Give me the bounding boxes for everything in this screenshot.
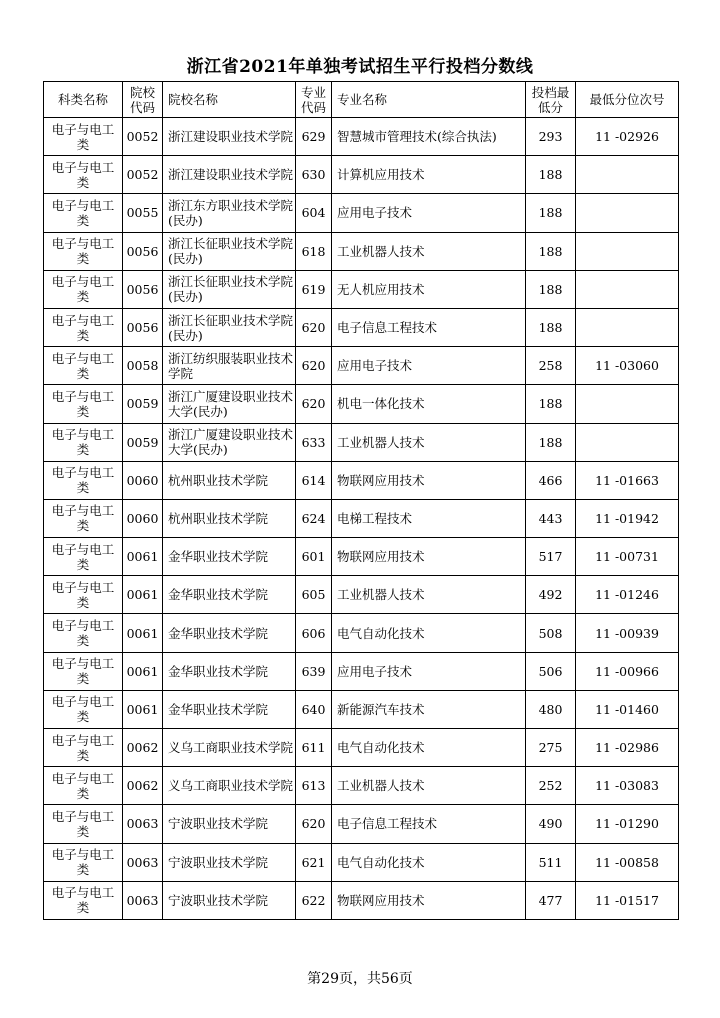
cell-min-score: 477 [526, 881, 576, 919]
cell-school-name: 杭州职业技术学院 [163, 499, 296, 537]
cell-major-code: 640 [296, 690, 332, 728]
cell-min-rank: 11 -01460 [576, 690, 679, 728]
cell-min-rank: 11 -01246 [576, 576, 679, 614]
cell-major-name: 电子信息工程技术 [332, 805, 526, 843]
table-row [44, 194, 679, 232]
cell-category: 电子与电工类 [44, 156, 123, 194]
cell-school-name: 浙江广厦建设职业技术大学(民办) [163, 423, 296, 461]
table-row [44, 308, 679, 346]
cell-category: 电子与电工类 [44, 118, 123, 156]
cell-min-rank [576, 423, 679, 461]
cell-school-name: 浙江长征职业技术学院(民办) [163, 232, 296, 270]
table-row [44, 347, 679, 385]
cell-school-code: 0056 [123, 308, 163, 346]
table-row [44, 270, 679, 308]
header-school-name: 院校名称 [163, 82, 296, 118]
cell-category: 电子与电工类 [44, 843, 123, 881]
cell-major-code: 620 [296, 347, 332, 385]
cell-major-name: 智慧城市管理技术(综合执法) [332, 118, 526, 156]
cell-school-name: 宁波职业技术学院 [163, 881, 296, 919]
cell-major-code: 619 [296, 270, 332, 308]
score-table [43, 81, 679, 920]
cell-min-rank [576, 156, 679, 194]
cell-major-code: 630 [296, 156, 332, 194]
cell-major-code: 604 [296, 194, 332, 232]
cell-major-name: 应用电子技术 [332, 652, 526, 690]
table-header-row [44, 82, 679, 118]
cell-min-rank [576, 308, 679, 346]
table-row [44, 690, 679, 728]
cell-min-rank [576, 194, 679, 232]
cell-major-name: 物联网应用技术 [332, 461, 526, 499]
page-footer: 第29页，共56页 [307, 971, 413, 987]
cell-school-code: 0061 [123, 576, 163, 614]
cell-major-code: 629 [296, 118, 332, 156]
table-row [44, 461, 679, 499]
cell-category: 电子与电工类 [44, 690, 123, 728]
cell-major-name: 应用电子技术 [332, 347, 526, 385]
cell-min-score: 188 [526, 308, 576, 346]
cell-category: 电子与电工类 [44, 232, 123, 270]
cell-major-code: 613 [296, 767, 332, 805]
cell-major-code: 611 [296, 729, 332, 767]
table-row [44, 652, 679, 690]
cell-school-code: 0061 [123, 652, 163, 690]
cell-min-score: 188 [526, 423, 576, 461]
cell-school-name: 金华职业技术学院 [163, 690, 296, 728]
cell-min-rank: 11 -03083 [576, 767, 679, 805]
cell-min-rank: 11 -01290 [576, 805, 679, 843]
cell-category: 电子与电工类 [44, 652, 123, 690]
cell-min-score: 480 [526, 690, 576, 728]
cell-school-name: 浙江东方职业技术学院(民办) [163, 194, 296, 232]
cell-min-score: 443 [526, 499, 576, 537]
cell-category: 电子与电工类 [44, 347, 123, 385]
cell-category: 电子与电工类 [44, 881, 123, 919]
table-row [44, 118, 679, 156]
cell-category: 电子与电工类 [44, 805, 123, 843]
cell-min-rank: 11 -00731 [576, 538, 679, 576]
cell-major-name: 工业机器人技术 [332, 423, 526, 461]
cell-school-code: 0058 [123, 347, 163, 385]
table-row [44, 423, 679, 461]
cell-school-code: 0055 [123, 194, 163, 232]
cell-category: 电子与电工类 [44, 767, 123, 805]
cell-min-score: 293 [526, 118, 576, 156]
cell-major-code: 614 [296, 461, 332, 499]
cell-major-name: 电子信息工程技术 [332, 308, 526, 346]
cell-category: 电子与电工类 [44, 270, 123, 308]
cell-category: 电子与电工类 [44, 576, 123, 614]
cell-school-name: 浙江纺织服装职业技术学院 [163, 347, 296, 385]
cell-major-name: 无人机应用技术 [332, 270, 526, 308]
cell-school-name: 浙江建设职业技术学院 [163, 156, 296, 194]
cell-school-name: 杭州职业技术学院 [163, 461, 296, 499]
cell-school-code: 0056 [123, 232, 163, 270]
cell-min-score: 188 [526, 270, 576, 308]
cell-school-code: 0061 [123, 614, 163, 652]
cell-school-name: 金华职业技术学院 [163, 576, 296, 614]
cell-category: 电子与电工类 [44, 614, 123, 652]
header-min-rank: 最低分位次号 [576, 82, 679, 118]
header-school-code: 院校代码 [123, 82, 163, 118]
cell-min-rank [576, 270, 679, 308]
cell-school-code: 0060 [123, 499, 163, 537]
cell-school-code: 0063 [123, 843, 163, 881]
cell-category: 电子与电工类 [44, 729, 123, 767]
cell-min-score: 492 [526, 576, 576, 614]
cell-category: 电子与电工类 [44, 461, 123, 499]
cell-min-score: 466 [526, 461, 576, 499]
cell-major-code: 624 [296, 499, 332, 537]
table-row [44, 499, 679, 537]
cell-school-name: 金华职业技术学院 [163, 538, 296, 576]
cell-school-name: 浙江长征职业技术学院(民办) [163, 308, 296, 346]
cell-school-code: 0061 [123, 538, 163, 576]
table-row [44, 385, 679, 423]
cell-school-code: 0062 [123, 767, 163, 805]
cell-school-code: 0060 [123, 461, 163, 499]
cell-category: 电子与电工类 [44, 194, 123, 232]
cell-major-name: 计算机应用技术 [332, 156, 526, 194]
cell-major-name: 电气自动化技术 [332, 729, 526, 767]
cell-school-code: 0059 [123, 385, 163, 423]
cell-min-rank: 11 -00966 [576, 652, 679, 690]
cell-category: 电子与电工类 [44, 538, 123, 576]
cell-min-score: 188 [526, 232, 576, 270]
cell-min-rank [576, 385, 679, 423]
cell-min-score: 258 [526, 347, 576, 385]
cell-major-name: 工业机器人技术 [332, 576, 526, 614]
cell-min-score: 188 [526, 194, 576, 232]
table-row [44, 538, 679, 576]
cell-school-code: 0056 [123, 270, 163, 308]
cell-min-rank: 11 -01663 [576, 461, 679, 499]
page-title: 浙江省2021年单独考试招生平行投档分数线 [186, 57, 534, 77]
cell-major-code: 606 [296, 614, 332, 652]
cell-school-code: 0062 [123, 729, 163, 767]
cell-min-rank: 11 -03060 [576, 347, 679, 385]
cell-major-code: 620 [296, 308, 332, 346]
cell-school-code: 0059 [123, 423, 163, 461]
table-row [44, 805, 679, 843]
cell-major-code: 618 [296, 232, 332, 270]
cell-min-score: 490 [526, 805, 576, 843]
cell-major-name: 物联网应用技术 [332, 538, 526, 576]
cell-school-code: 0063 [123, 805, 163, 843]
cell-major-name: 机电一体化技术 [332, 385, 526, 423]
cell-school-code: 0052 [123, 118, 163, 156]
cell-category: 电子与电工类 [44, 385, 123, 423]
cell-min-score: 188 [526, 156, 576, 194]
cell-major-name: 电气自动化技术 [332, 614, 526, 652]
cell-min-rank: 11 -02926 [576, 118, 679, 156]
cell-school-code: 0063 [123, 881, 163, 919]
cell-min-score: 511 [526, 843, 576, 881]
table-row [44, 156, 679, 194]
table-row [44, 232, 679, 270]
cell-major-name: 电梯工程技术 [332, 499, 526, 537]
cell-major-name: 物联网应用技术 [332, 881, 526, 919]
cell-school-name: 义乌工商职业技术学院 [163, 729, 296, 767]
cell-major-code: 605 [296, 576, 332, 614]
cell-school-name: 浙江建设职业技术学院 [163, 118, 296, 156]
cell-school-code: 0061 [123, 690, 163, 728]
table-row [44, 614, 679, 652]
cell-major-code: 633 [296, 423, 332, 461]
header-major-name: 专业名称 [332, 82, 526, 118]
cell-school-name: 宁波职业技术学院 [163, 843, 296, 881]
cell-min-score: 188 [526, 385, 576, 423]
cell-min-score: 508 [526, 614, 576, 652]
table-row [44, 729, 679, 767]
cell-min-score: 517 [526, 538, 576, 576]
cell-min-rank: 11 -01517 [576, 881, 679, 919]
cell-major-name: 工业机器人技术 [332, 767, 526, 805]
header-major-code: 专业代码 [296, 82, 332, 118]
cell-min-score: 252 [526, 767, 576, 805]
cell-school-name: 金华职业技术学院 [163, 614, 296, 652]
cell-min-score: 275 [526, 729, 576, 767]
cell-school-name: 宁波职业技术学院 [163, 805, 296, 843]
cell-category: 电子与电工类 [44, 308, 123, 346]
cell-major-code: 620 [296, 385, 332, 423]
table-row [44, 843, 679, 881]
cell-min-score: 506 [526, 652, 576, 690]
cell-major-code: 639 [296, 652, 332, 690]
cell-school-name: 义乌工商职业技术学院 [163, 767, 296, 805]
cell-major-name: 应用电子技术 [332, 194, 526, 232]
cell-school-name: 浙江广厦建设职业技术大学(民办) [163, 385, 296, 423]
cell-school-name: 金华职业技术学院 [163, 652, 296, 690]
cell-min-rank: 11 -00858 [576, 843, 679, 881]
cell-school-code: 0052 [123, 156, 163, 194]
cell-major-code: 621 [296, 843, 332, 881]
table-row [44, 767, 679, 805]
cell-major-name: 新能源汽车技术 [332, 690, 526, 728]
cell-major-code: 620 [296, 805, 332, 843]
header-min-score: 投档最低分 [526, 82, 576, 118]
cell-category: 电子与电工类 [44, 423, 123, 461]
cell-category: 电子与电工类 [44, 499, 123, 537]
cell-major-code: 622 [296, 881, 332, 919]
cell-major-code: 601 [296, 538, 332, 576]
cell-school-name: 浙江长征职业技术学院(民办) [163, 270, 296, 308]
cell-major-name: 电气自动化技术 [332, 843, 526, 881]
table-row [44, 881, 679, 919]
table-row [44, 576, 679, 614]
cell-min-rank [576, 232, 679, 270]
cell-min-rank: 11 -02986 [576, 729, 679, 767]
cell-major-name: 工业机器人技术 [332, 232, 526, 270]
header-category: 科类名称 [44, 82, 123, 118]
cell-min-rank: 11 -00939 [576, 614, 679, 652]
cell-min-rank: 11 -01942 [576, 499, 679, 537]
